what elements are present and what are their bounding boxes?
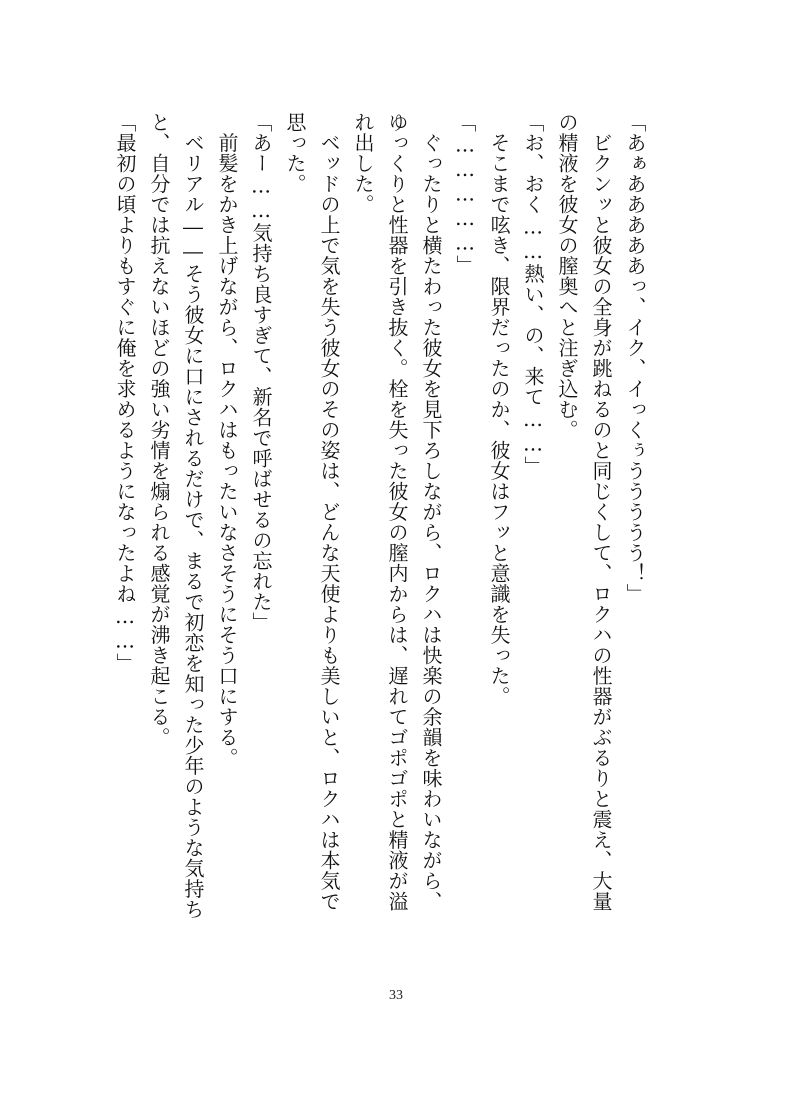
text-line: と、自分では抗えないほどの強い劣情を煽られる感覚が沸き起こる。 <box>147 112 171 748</box>
text-line: 思った。 <box>283 112 307 194</box>
page-number: 33 <box>389 988 403 1003</box>
text-line: そこまで呟き、限界だったのか、彼女はフッと意識を失った。 <box>487 112 511 707</box>
text-line: 「あー……気持ち良すぎて、新名で呼ばせるの忘れた」 <box>249 112 273 633</box>
text-line: 「……………」 <box>453 112 477 276</box>
text-line: ゆっくりと性器を引き抜く。栓を失った彼女の膣内からは、遅れてゴポゴポと精液が溢 <box>385 112 409 912</box>
text-line: ぐったりと横たわった彼女を見下ろしながら、ロクハは快楽の余韻を味わいながら、 <box>419 112 443 912</box>
text-line: ベリアル――そう彼女に口にされるだけで、まるで初恋を知った少年のような気持ち <box>181 112 205 920</box>
text-line: ベッドの上で気を失う彼女のその姿は、どんな天使よりも美しいと、ロクハは本気で <box>317 112 341 912</box>
text-line: ビクンッと彼女の全身が跳ねるのと同じくして、ロクハの性器がぶるりと震え、大量 <box>589 112 613 912</box>
text-line: 前髪をかき上げながら、ロクハはもったいなさそうにそう口にする。 <box>215 112 239 768</box>
text-line: れ出した。 <box>351 112 375 215</box>
text-line: の精液を彼女の膣奥へと注ぎ込む。 <box>555 112 579 440</box>
body-text <box>108 112 652 992</box>
text-line: 「最初の頃よりもすぐに俺を求めるようになったよね……」 <box>113 112 137 674</box>
text-line: 「あぁあああああっ、イク、イっくぅううううう！」 <box>623 112 647 604</box>
text-line: 「お、おく……熱い、の、来て……」 <box>521 112 545 477</box>
